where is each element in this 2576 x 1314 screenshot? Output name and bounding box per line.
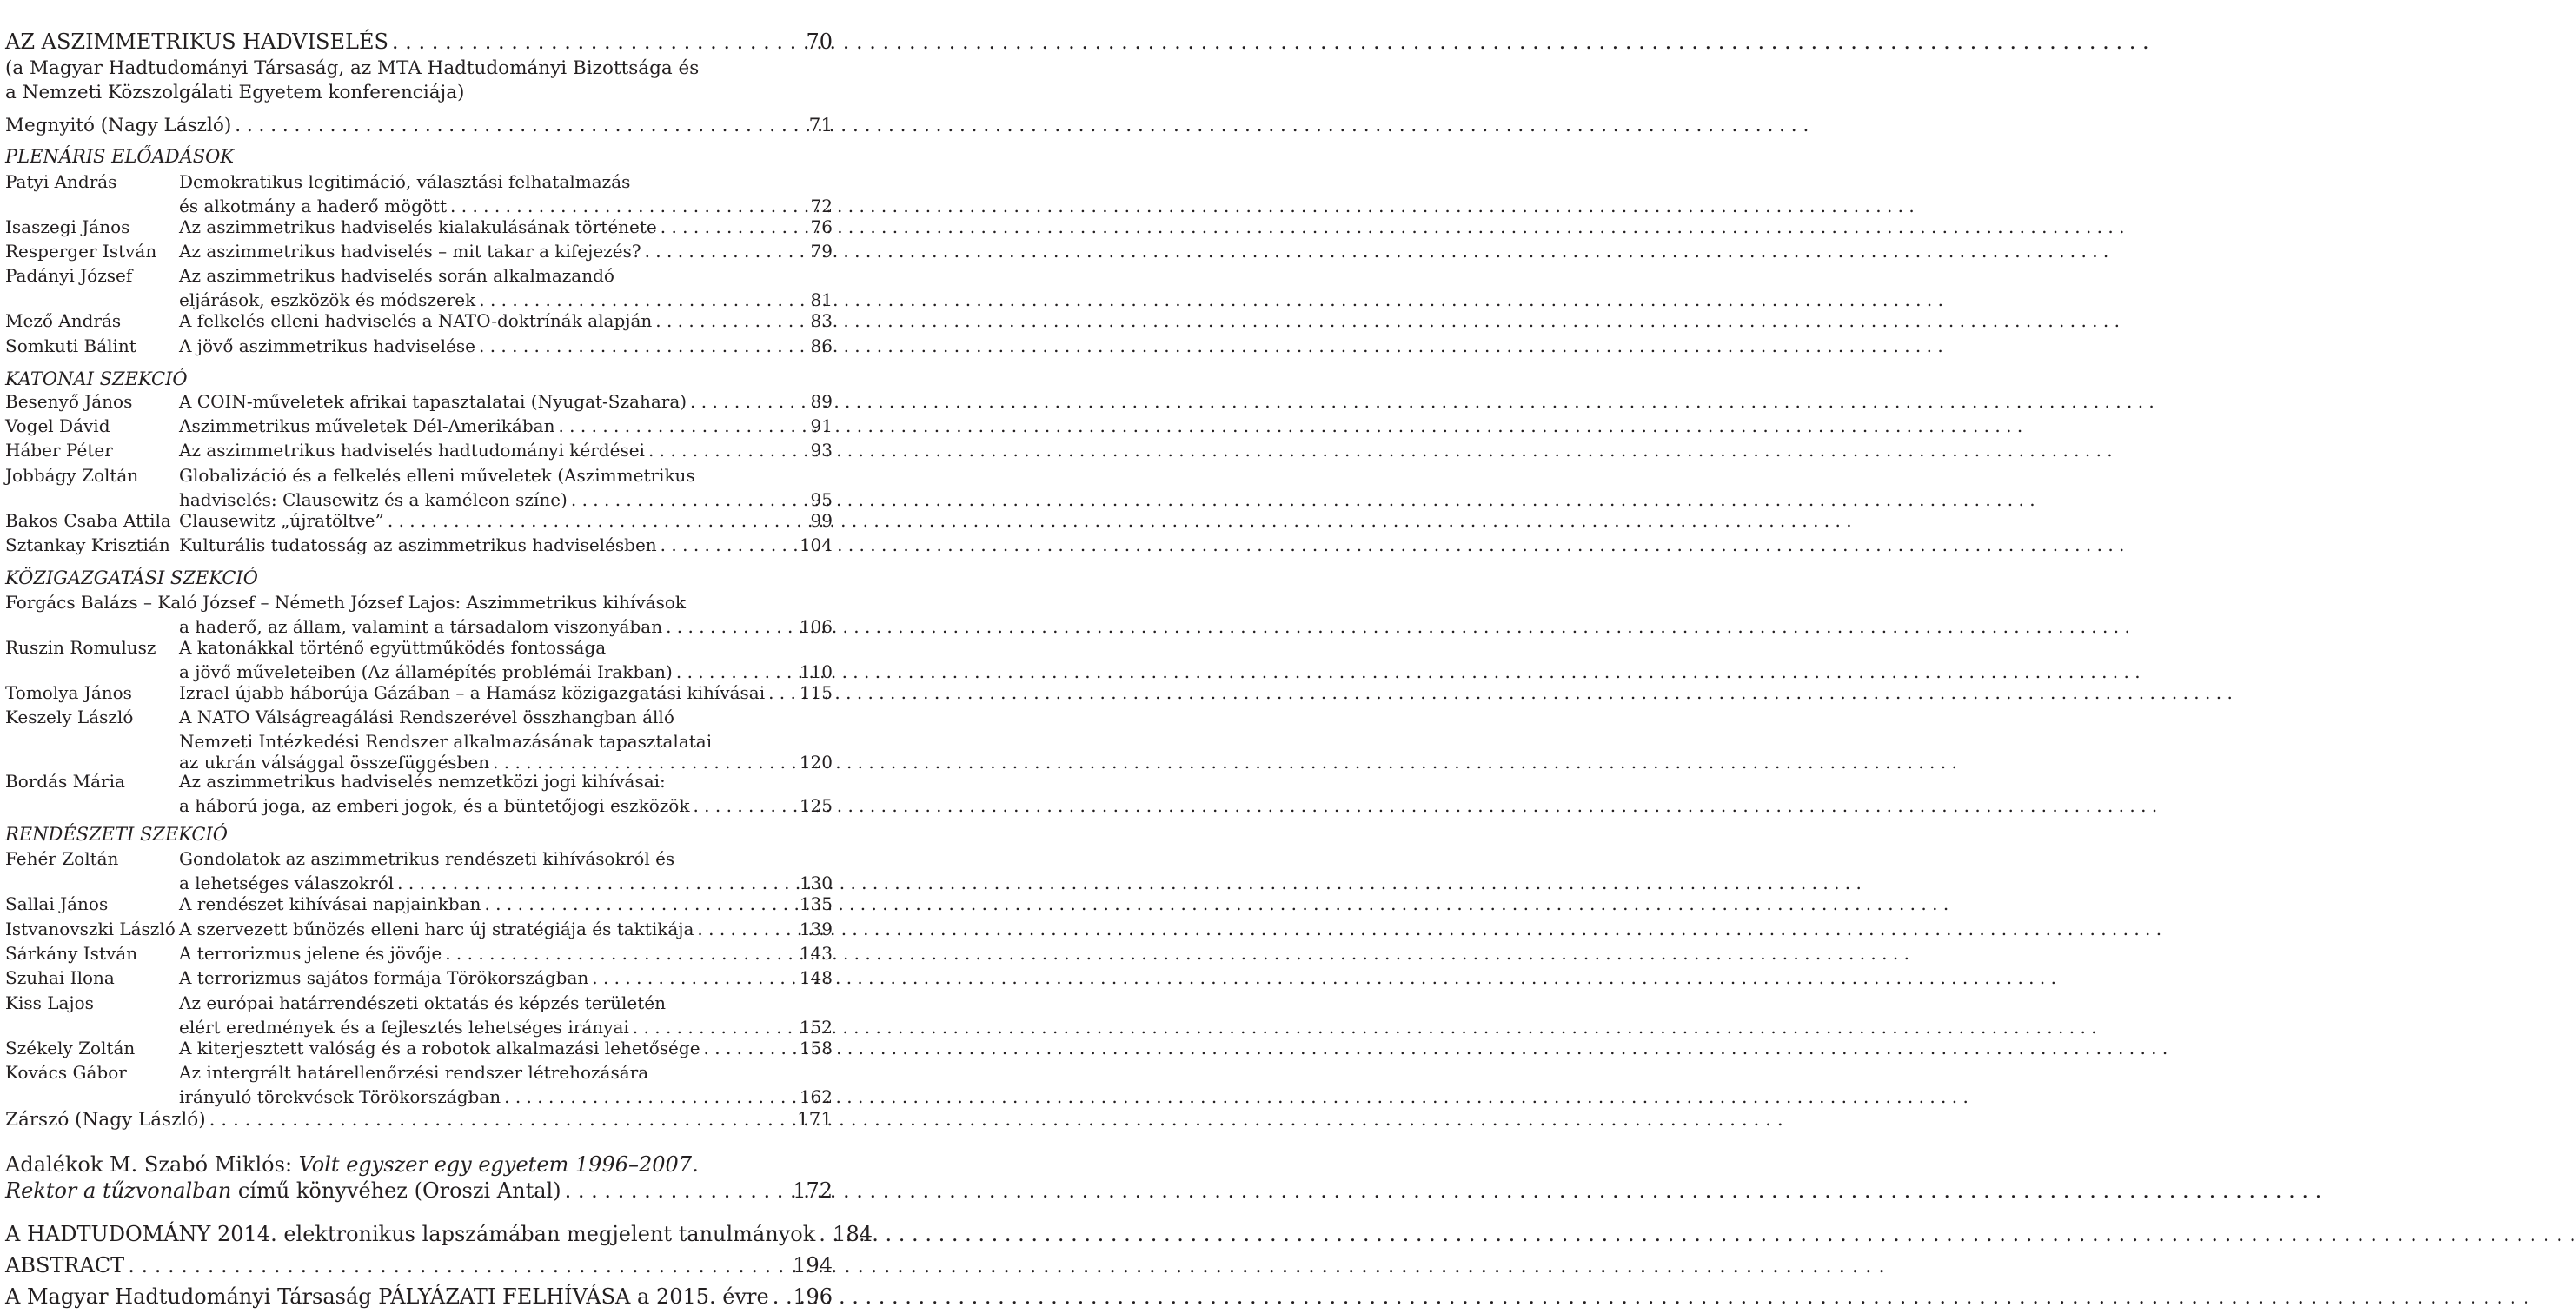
page-number: 104 — [799, 534, 833, 555]
entry-title: A felkelés elleni hadviselés a NATO-doktrínák alapján — [179, 310, 653, 331]
toc-entry — [0, 919, 833, 943]
entry-author: Sallai János — [5, 893, 109, 914]
entry-author: Tomolya János — [5, 682, 132, 703]
entry-title: a haderő, az állam, valamint a társadalom viszonyában — [179, 616, 663, 637]
entry-author: Keszely László — [5, 707, 134, 727]
entry-author: Padányi József — [5, 265, 133, 286]
leader-dots — [769, 1284, 793, 1309]
leader-dots — [657, 216, 811, 237]
page-number: 130 — [799, 873, 833, 893]
page-number: 194 — [793, 1253, 833, 1278]
leader-dots — [657, 534, 800, 555]
entry-title — [0, 1178, 561, 1203]
toc-entry — [0, 1062, 833, 1107]
section-heading: KÖZIGAZGATÁSI SZEKCIÓ — [5, 567, 258, 588]
entry-title: A rendészet kihívásai napjainkban — [179, 893, 481, 914]
entry-author: Besenyő János — [5, 391, 133, 412]
entry-title: Az aszimmetrikus hadviselés kialakulásának története — [179, 216, 657, 237]
leader-dots — [652, 310, 810, 331]
page-number: 139 — [799, 919, 833, 939]
leader-dots — [384, 510, 811, 531]
entry-title: Megnyitó (Nagy László) — [5, 115, 232, 136]
entry-title: Izrael újabb háborúja Gázában – a Hamász közigazgatási kihívásai — [179, 682, 766, 703]
page-number: 81 — [810, 289, 833, 310]
entry-title: A terrorizmus jelene és jövője — [179, 943, 442, 964]
toc-entry — [0, 440, 833, 464]
entry-title: Clausewitz „újratöltve” — [179, 510, 384, 531]
toc-entry — [0, 707, 833, 773]
entry-author: Somkuti Bálint — [5, 335, 136, 356]
page-number: 120 — [799, 752, 833, 773]
toc-entry — [0, 310, 833, 335]
entry-title: Globalizáció és a felkelés elleni műveletek (Aszimmetrikus — [179, 465, 695, 486]
leader-dots — [687, 391, 811, 412]
leader-dots — [442, 943, 800, 964]
entry-title: eljárások, eszközök és módszerek — [179, 289, 476, 310]
toc-entry — [0, 1178, 833, 1203]
page-number: 196 — [793, 1284, 833, 1309]
page-number: 115 — [799, 682, 833, 703]
table-of-contents — [0, 0, 873, 1314]
toc-entry — [0, 465, 833, 510]
entry-title: A jövő aszimmetrikus hadviselése — [179, 335, 475, 356]
subtitle — [0, 57, 833, 82]
leader-dots — [388, 30, 807, 54]
toc-entry — [0, 216, 833, 241]
toc-entry — [0, 967, 833, 992]
entry-title: A szervezett bűnözés elleni harc új stratégiája és taktikája — [179, 919, 694, 939]
page-number: 83 — [810, 310, 833, 331]
toc-entry — [0, 893, 833, 918]
leader-dots — [629, 1017, 800, 1038]
section-heading-title: AZ ASZIMMETRIKUS HADVISELÉS — [5, 30, 388, 54]
subtitle-line: a Nemzeti Közszolgálati Egyetem konferenciája) — [5, 82, 465, 103]
toc-entry — [0, 1284, 833, 1309]
entry-title: Gondolatok az aszimmetrikus rendészeti kihívásokról és — [179, 848, 675, 869]
toc-entry — [0, 30, 833, 54]
page-number: 95 — [810, 489, 833, 510]
toc-entry — [0, 1152, 833, 1177]
toc-entry — [0, 1253, 833, 1278]
leader-dots — [815, 1222, 833, 1246]
toc-entry — [0, 771, 833, 816]
toc-entry — [0, 171, 833, 216]
entry-title: Kulturális tudatosság az aszimmetrikus hadviselésben — [179, 534, 657, 555]
page-number: 89 — [810, 391, 833, 412]
toc-entry — [0, 391, 833, 415]
page-number: 135 — [799, 893, 833, 914]
entry-title: irányuló törekvések Törökországban — [179, 1086, 501, 1107]
leader-dots — [231, 115, 808, 136]
leader-dots — [489, 752, 800, 773]
leader-dots — [689, 795, 799, 816]
leader-dots — [700, 1038, 800, 1058]
leader-dots — [475, 335, 811, 356]
entry-title: a lehetséges válaszokról — [179, 873, 395, 893]
leader-dots — [662, 616, 800, 637]
toc-entry — [0, 265, 833, 310]
page-number: 172 — [793, 1178, 833, 1203]
page-number: 72 — [810, 196, 833, 216]
leader-dots — [561, 1178, 793, 1203]
leader-dots — [765, 682, 800, 703]
page-number: 143 — [799, 943, 833, 964]
leader-dots — [645, 440, 811, 461]
entry-author: Kiss Lajos — [5, 992, 94, 1013]
page-number: 125 — [799, 795, 833, 816]
entry-title: A COIN-műveletek afrikai tapasztalatai (Nyugat-Szahara) — [179, 391, 687, 412]
page-number: 184 — [833, 1222, 873, 1246]
entry-title: a jövő műveleteiben (Az államépítés problémái Irakban) — [179, 661, 673, 682]
entry-author: Háber Péter — [5, 440, 113, 461]
entry-title: Zárszó (Nagy László) — [5, 1109, 206, 1131]
toc-entry — [0, 943, 833, 967]
entry-title: Aszimmetrikus műveletek Dél-Amerikában — [179, 415, 555, 436]
page-number: 76 — [810, 216, 833, 237]
page-number: 93 — [810, 440, 833, 461]
entry-title: Az aszimmetrikus hadviselés hadtudományi kérdései — [179, 440, 645, 461]
leader-dots — [694, 919, 799, 939]
toc-entry — [0, 848, 833, 893]
leader-dots — [554, 415, 810, 436]
entry-title: elért eredmények és a fejlesztés lehetséges irányai — [179, 1017, 629, 1038]
entry-title: A kiterjesztett valóság és a robotok alkalmazási lehetősége — [179, 1038, 700, 1058]
entry-title: Az intergrált határellenőrzési rendszer létrehozására — [179, 1062, 649, 1083]
entry-title — [0, 1152, 699, 1177]
entry-title: hadviselés: Clausewitz és a kaméleon színe) — [179, 489, 568, 510]
entry-author: Székely Zoltán — [5, 1038, 136, 1058]
toc-entry — [0, 1109, 833, 1133]
entry-author: Sárkány István — [5, 943, 138, 964]
entry-title: A HADTUDOMÁNY 2014. elektronikus lapszámában megjelent tanulmányok — [5, 1222, 816, 1246]
entry-title: A NATO Válságreagálási Rendszerével összhangban álló — [179, 707, 674, 727]
entry-title: A Magyar Hadtudományi Társaság PÁLYÁZATI FELHÍVÁSA a 2015. évre — [5, 1284, 769, 1309]
toc-entry — [0, 115, 833, 139]
leader-dots — [475, 289, 810, 310]
leader-dots — [501, 1086, 800, 1107]
entry-author: Ruszin Romulusz — [5, 637, 156, 658]
toc-entry — [0, 1222, 873, 1246]
entry-title: A katonákkal történő együttműködés fontossága — [179, 637, 607, 658]
entry-title: és alkotmány a haderő mögött — [179, 196, 448, 216]
entry-title: Az aszimmetrikus hadviselés nemzetközi jogi kihívásai: — [179, 771, 666, 792]
entry-title: A terrorizmus sajátos formája Törökországban — [179, 967, 589, 988]
leader-dots — [447, 196, 811, 216]
entry-author: Jobbágy Zoltán — [5, 465, 139, 486]
toc-entry — [0, 335, 833, 360]
entry-author: Sztankay Krisztián — [5, 534, 170, 555]
page-number: 152 — [799, 1017, 833, 1038]
section-heading: RENDÉSZETI SZEKCIÓ — [5, 824, 228, 845]
page-number: 158 — [799, 1038, 833, 1058]
page-number: 86 — [810, 335, 833, 356]
book-title: Volt egyszer egy egyetem 1996–2007. — [298, 1152, 699, 1177]
page-number: 106 — [799, 616, 833, 637]
leader-dots — [568, 489, 811, 510]
entry-authors: Forgács Balázs – Kaló József – Németh József Lajos: Aszimmetrikus kihívások — [5, 592, 686, 613]
book-title: Rektor a tűzvonalban — [5, 1178, 232, 1203]
toc-entry — [0, 241, 833, 265]
book-suffix: című könyvéhez (Oroszi Antal) — [231, 1178, 561, 1203]
page-number: 70 — [806, 30, 833, 54]
entry-title: Az aszimmetrikus hadviselés során alkalmazandó — [179, 265, 614, 286]
page-number: 91 — [810, 415, 833, 436]
toc-entry — [0, 637, 833, 682]
page-number: 71 — [808, 115, 833, 136]
entry-title: Az európai határrendészeti oktatás és képzés területén — [179, 992, 667, 1013]
entry-title: ABSTRACT — [5, 1253, 125, 1278]
leader-dots — [641, 241, 811, 262]
entry-author: Isaszegi János — [5, 216, 130, 237]
leader-dots — [394, 873, 800, 893]
toc-entry — [0, 534, 833, 559]
section-heading: PLENÁRIS ELŐADÁSOK — [5, 146, 235, 167]
book-prefix: Adalékok M. Szabó Miklós: — [5, 1152, 299, 1177]
entry-author: Resperger István — [5, 241, 157, 262]
entry-author: Szuhai Ilona — [5, 967, 115, 988]
page-number: 148 — [799, 967, 833, 988]
entry-title: Demokratikus legitimáció, választási felhatalmazás — [179, 171, 631, 192]
entry-title: Az aszimmetrikus hadviselés – mit takar a kifejezés? — [179, 241, 641, 262]
toc-entry — [0, 682, 833, 707]
subtitle-line: (a Magyar Hadtudományi Társaság, az MTA Hadtudományi Bizottsága és — [5, 57, 700, 79]
page-number: 79 — [810, 241, 833, 262]
page-number: 99 — [810, 510, 833, 531]
leader-dots — [206, 1109, 797, 1131]
leader-dots — [673, 661, 800, 682]
page-number: 110 — [799, 661, 833, 682]
toc-entry — [0, 1038, 833, 1062]
entry-title: a háború joga, az emberi jogok, és a büntetőjogi eszközök — [179, 795, 690, 816]
entry-author: Kovács Gábor — [5, 1062, 127, 1083]
toc-entry — [0, 510, 833, 534]
entry-title: az ukrán válsággal összefüggésben — [179, 752, 490, 773]
toc-entry — [0, 992, 833, 1038]
leader-dots — [588, 967, 800, 988]
page-number: 162 — [799, 1086, 833, 1107]
section-heading: KATONAI SZEKCIÓ — [5, 368, 188, 389]
entry-title: Nemzeti Intézkedési Rendszer alkalmazásának tapasztalatai — [179, 731, 713, 752]
entry-author: Vogel Dávid — [5, 415, 110, 436]
entry-author: Istvanovszki László — [5, 919, 176, 939]
leader-dots — [124, 1253, 793, 1278]
toc-entry — [0, 415, 833, 440]
entry-author: Bordás Mária — [5, 771, 125, 792]
entry-author: Mező András — [5, 310, 122, 331]
leader-dots — [481, 893, 799, 914]
page-number: 171 — [796, 1109, 833, 1131]
toc-entry — [0, 592, 833, 637]
entry-author: Patyi András — [5, 171, 117, 192]
entry-author: Fehér Zoltán — [5, 848, 119, 869]
subtitle — [0, 82, 833, 106]
entry-author: Bakos Csaba Attila — [5, 510, 171, 531]
